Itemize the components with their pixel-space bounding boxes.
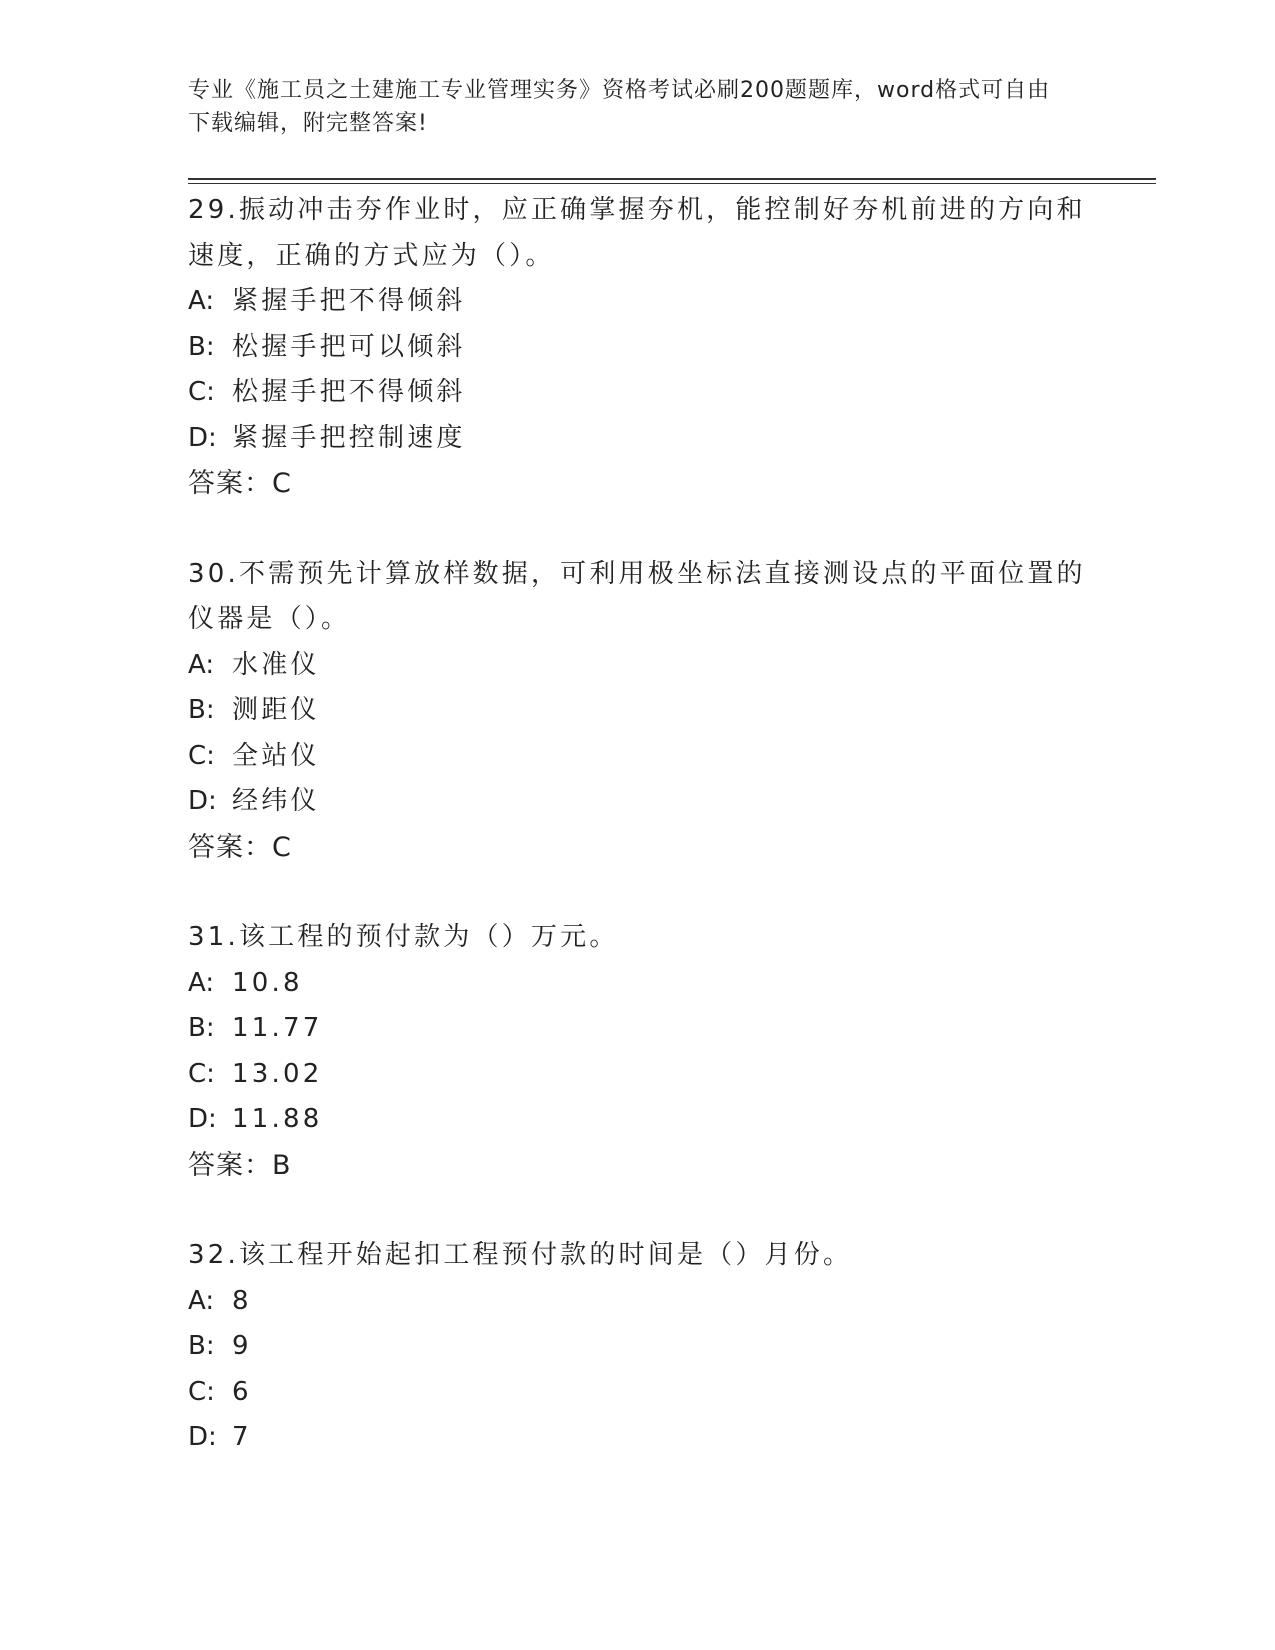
option-text: 7: [232, 1422, 252, 1452]
option-text: 全站仪: [232, 740, 320, 771]
option-d: [188, 779, 1088, 825]
option-letter: D:: [188, 1104, 217, 1134]
option-a: [188, 643, 1088, 689]
option-b: [188, 688, 1088, 734]
question-32: [188, 1233, 1088, 1461]
answer-line: 答案：C: [188, 831, 292, 863]
option-letter: A:: [188, 1285, 215, 1316]
option-text: 紧握手把不得倾斜: [232, 286, 466, 316]
option-a: [188, 961, 1088, 1007]
option-letter: A:: [188, 967, 215, 998]
option-text: 13.02: [232, 1058, 323, 1089]
option-text: 松握手把可以倾斜: [232, 331, 466, 362]
option-text: 紧握手把控制速度: [232, 422, 466, 453]
option-letter: D:: [188, 422, 217, 453]
question-stem: 29.振动冲击夯作业时，应正确掌握夯机，能控制好夯机前进的方向和速度，正确的方式应为（）。: [188, 195, 1086, 271]
option-letter: B:: [188, 695, 215, 725]
option-letter: C:: [188, 377, 215, 407]
option-d: [188, 1415, 1088, 1461]
option-letter: C:: [188, 740, 215, 771]
option-letter: D:: [188, 786, 217, 816]
option-c: [188, 1370, 1088, 1416]
option-text: 测距仪: [232, 695, 320, 725]
question-list: [188, 188, 1088, 1461]
option-d: [188, 416, 1088, 462]
option-b: [188, 1324, 1088, 1370]
question-29: [188, 188, 1088, 507]
question-stem: 31.该工程的预付款为（）万元。: [188, 922, 619, 952]
option-b: [188, 1006, 1088, 1052]
answer-line: 答案：B: [188, 1149, 292, 1181]
option-text: 8: [232, 1285, 252, 1316]
answer-line: 答案：C: [188, 468, 292, 499]
option-letter: B:: [188, 1013, 215, 1043]
option-text: 松握手把不得倾斜: [232, 377, 466, 407]
option-text: 10.8: [232, 967, 303, 998]
option-c: [188, 734, 1088, 780]
header-double-rule: [188, 178, 1156, 184]
option-text: 11.77: [232, 1013, 323, 1043]
option-a: [188, 1279, 1088, 1325]
option-letter: D:: [188, 1422, 217, 1452]
option-text: 水准仪: [232, 649, 320, 680]
option-letter: A:: [188, 286, 215, 316]
option-c: [188, 1052, 1088, 1098]
option-b: [188, 325, 1088, 371]
option-c: [188, 370, 1088, 416]
question-30: [188, 552, 1088, 871]
document-header: 专业《施工员之土建施工专业管理实务》资格考试必刷200题题库，word格式可自由下载编辑，附完整答案!: [188, 78, 1051, 136]
question-31: [188, 915, 1088, 1188]
option-letter: A:: [188, 649, 215, 680]
option-letter: C:: [188, 1376, 215, 1407]
option-d: [188, 1097, 1088, 1143]
question-stem: 30.不需预先计算放样数据，可利用极坐标法直接测设点的平面位置的仪器是（）。: [188, 558, 1086, 634]
option-text: 6: [232, 1376, 252, 1407]
option-text: 11.88: [232, 1104, 323, 1134]
option-text: 经纬仪: [232, 786, 320, 816]
option-a: [188, 279, 1088, 325]
option-letter: C:: [188, 1058, 215, 1089]
option-letter: B:: [188, 1331, 215, 1361]
option-letter: B:: [188, 331, 215, 362]
question-stem: 32.该工程开始起扣工程预付款的时间是（）月份。: [188, 1240, 853, 1270]
option-text: 9: [232, 1331, 252, 1361]
